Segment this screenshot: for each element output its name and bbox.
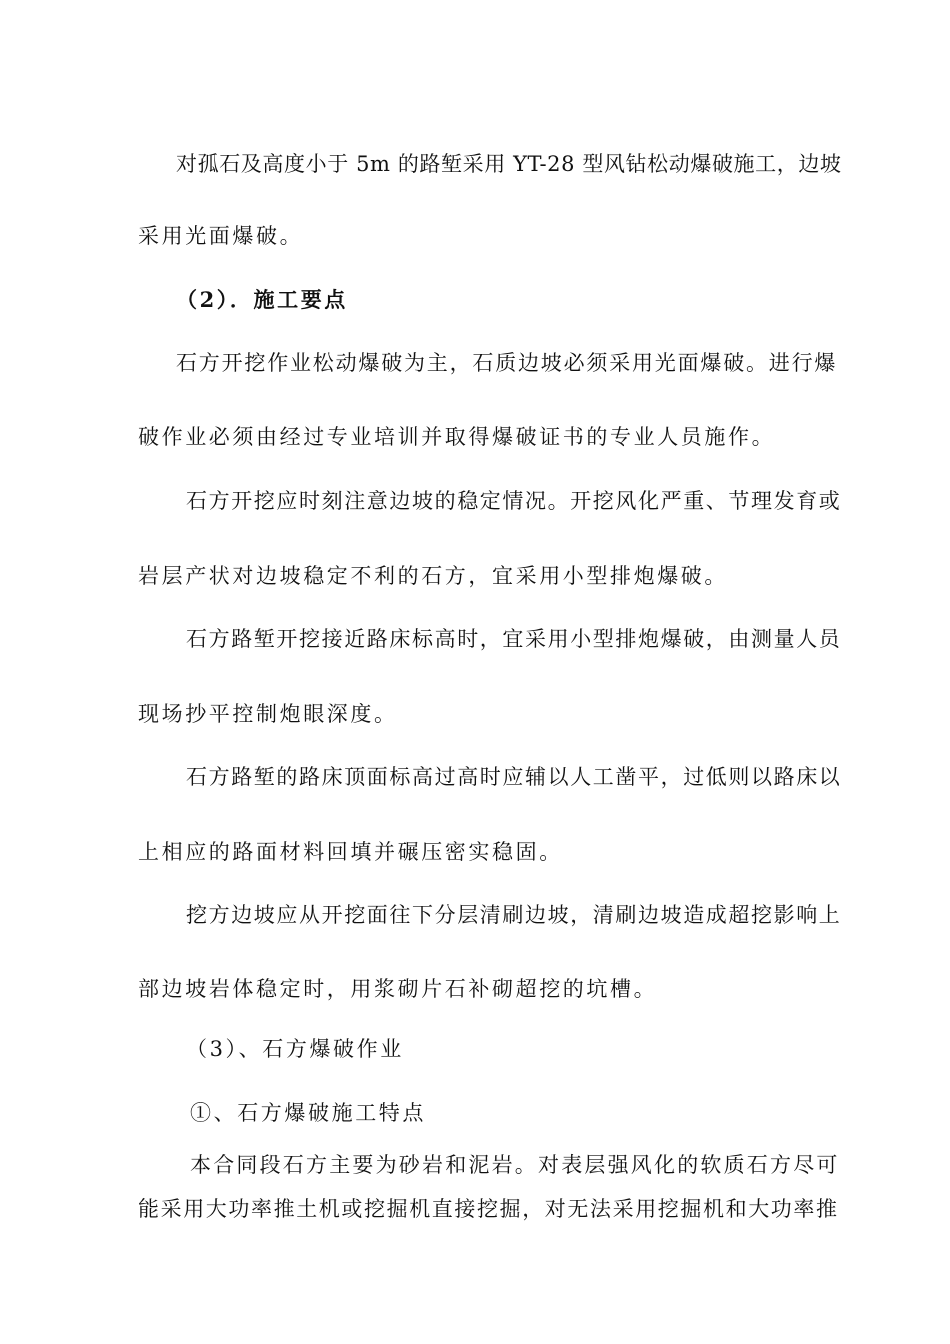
section-heading-2: （2）．施工要点 bbox=[176, 287, 348, 312]
section-heading-3: （3）、石方爆破作业 bbox=[186, 1037, 404, 1061]
paragraph-3-line-1: 石方开挖应时刻注意边坡的稳定情况。开挖风化严重、节理发育或 bbox=[186, 489, 842, 513]
paragraph-7-line-1: 本合同段石方主要为砂岩和泥岩。对表层强风化的软质石方尽可 bbox=[190, 1153, 840, 1177]
paragraph-1-line-2: 采用光面爆破。 bbox=[138, 224, 304, 248]
paragraph-2-line-1: 石方开挖作业松动爆破为主，石质边坡必须采用光面爆破。进行爆 bbox=[176, 351, 838, 375]
subsection-heading-1: ①、石方爆破施工特点 bbox=[190, 1101, 426, 1125]
paragraph-1-line-1: 对孤石及高度小于 5m 的路堑采用 YT-28 型风钻松动爆破施工，边坡 bbox=[176, 152, 842, 176]
paragraph-6-line-1: 挖方边坡应从开挖面往下分层清刷边坡，清刷边坡造成超挖影响上 bbox=[186, 903, 842, 927]
paragraph-4-line-1: 石方路堑开挖接近路床标高时，宜采用小型排炮爆破，由测量人员 bbox=[186, 627, 842, 651]
paragraph-3-line-2: 岩层产状对边坡稳定不利的石方，宜采用小型排炮爆破。 bbox=[138, 564, 728, 588]
paragraph-6-line-2: 部边坡岩体稳定时，用浆砌片石补砌超挖的坑槽。 bbox=[138, 977, 658, 1001]
paragraph-4-line-2: 现场抄平控制炮眼深度。 bbox=[138, 702, 398, 726]
paragraph-5-line-2: 上相应的路面材料回填并碾压密实稳固。 bbox=[138, 840, 563, 864]
paragraph-5-line-1: 石方路堑的路床顶面标高过高时应辅以人工凿平，过低则以路床以 bbox=[186, 765, 842, 789]
paragraph-7-line-2: 能采用大功率推土机或挖掘机直接挖掘，对无法采用挖掘机和大功率推 bbox=[138, 1197, 839, 1221]
paragraph-2-line-2: 破作业必须由经过专业培训并取得爆破证书的专业人员施作。 bbox=[138, 425, 776, 449]
